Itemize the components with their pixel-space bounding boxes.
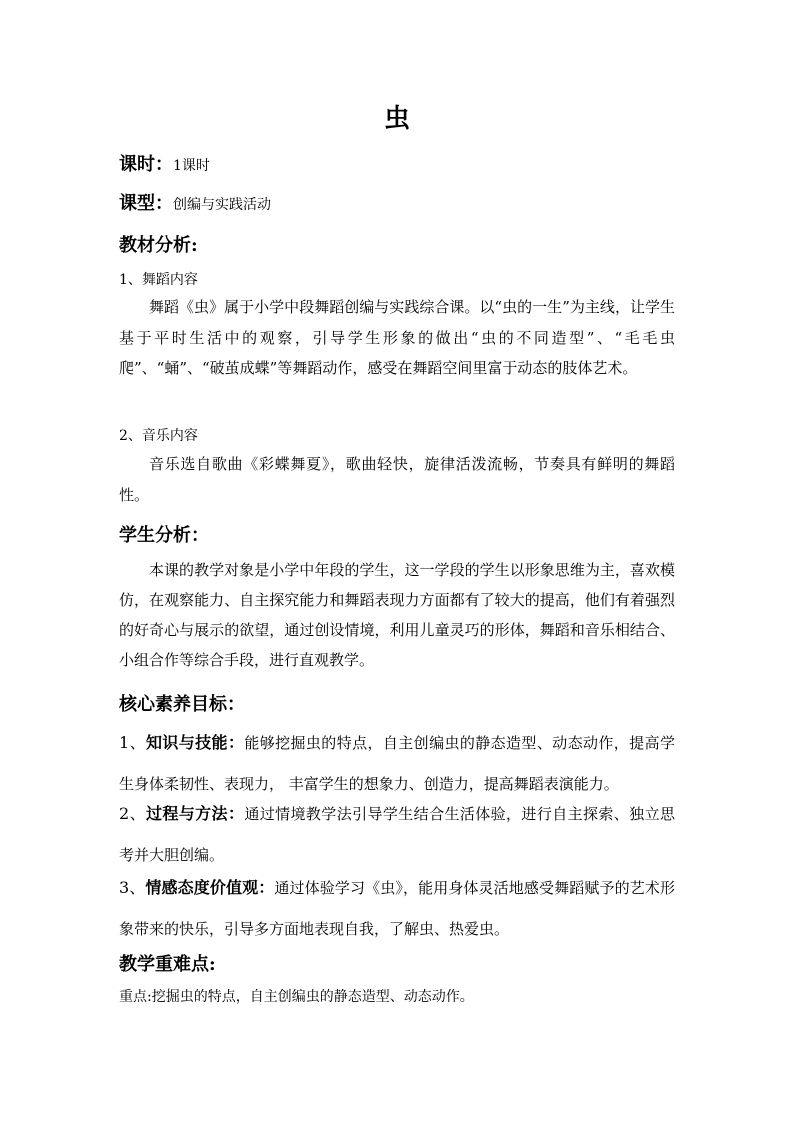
- music-content-subheading: 2、音乐内容: [119, 428, 198, 444]
- goal-text: 通过体验学习《虫》，能用身体灵活地感受舞蹈赋予的艺术形象带来的快乐，引导多方面地表现自我，了解虫、热爱虫。: [119, 879, 675, 938]
- lesson-hours-value: 1课时: [173, 158, 210, 174]
- lesson-type-label: 课型: [119, 193, 155, 214]
- lesson-hours-label: 课时: [119, 154, 155, 175]
- student-analysis-paragraph: 本课的教学对象是小学中年段的学生，这一学段的学生以形象思维为主，喜欢模仿，在观察能力、自主探究能力和舞蹈表现力方面都有了较大的提高，他们有着强烈的好奇心与展示的欲望，通过创设情境，利用儿童灵巧的形体，舞蹈和音乐相结合、小组合作等综合手段，进行直观教学。: [119, 561, 675, 669]
- goal-separator: ：: [227, 733, 245, 752]
- goal-number: 3、: [119, 878, 146, 897]
- goal-item: [119, 793, 675, 876]
- document-title: 虫: [383, 104, 410, 134]
- goal-number: 1、: [119, 733, 146, 752]
- goal-label: 知识与技能: [145, 733, 228, 752]
- goal-item: [119, 867, 675, 950]
- goal-separator: ：: [227, 804, 245, 823]
- key-points-line: 重点:挖掘虫的特点，自主创编虫的静态造型、动态动作。: [119, 989, 474, 1005]
- goal-number: 2、: [119, 804, 146, 823]
- music-content-paragraph: 音乐选自歌曲《彩蝶舞夏》，歌曲轻快，旋律活泼流畅，节奏具有鲜明的舞蹈性。: [119, 455, 675, 504]
- textbook-analysis-heading: 教材分析:: [119, 235, 198, 256]
- dance-content-subheading: 1、舞蹈内容: [119, 272, 198, 288]
- goal-label: 情感态度价值观: [145, 878, 259, 897]
- dance-content-paragraph: 舞蹈《虫》属于小学中段舞蹈创编与实践综合课。以“虫的一生”为主线，让学生基于平时生活中的观察，引导学生形象的做出“虫的不同造型”、“毛毛虫爬”、“蛹”、“破茧成蝶”等舞蹈动作，感受在舞蹈空间里富于动态的肢体艺术。: [119, 298, 675, 377]
- lesson-type-value: 创编与实践活动: [173, 197, 271, 213]
- lesson-type-separator: ：: [155, 193, 173, 214]
- lesson-type-line: [119, 189, 271, 215]
- goal-separator: ：: [258, 878, 275, 897]
- lesson-hours-line: [119, 150, 210, 176]
- goal-label: 过程与方法: [145, 804, 228, 823]
- core-goals-heading: 核心素养目标：: [119, 694, 245, 715]
- goal-text: 能够挖掘虫的特点，自主创编虫的静态造型、动态动作，提高学生身体柔韧性、表现力， 丰富学生的想象力、创造力，提高舞蹈表演能力。: [119, 734, 675, 793]
- goal-text: 通过情境教学法引导学生结合生活体验，进行自主探索、独立思考并大胆创编。: [119, 805, 675, 864]
- lesson-hours-separator: ：: [155, 154, 173, 175]
- student-analysis-heading: 学生分析：: [119, 525, 209, 546]
- key-points-heading: 教学重难点:: [119, 954, 216, 975]
